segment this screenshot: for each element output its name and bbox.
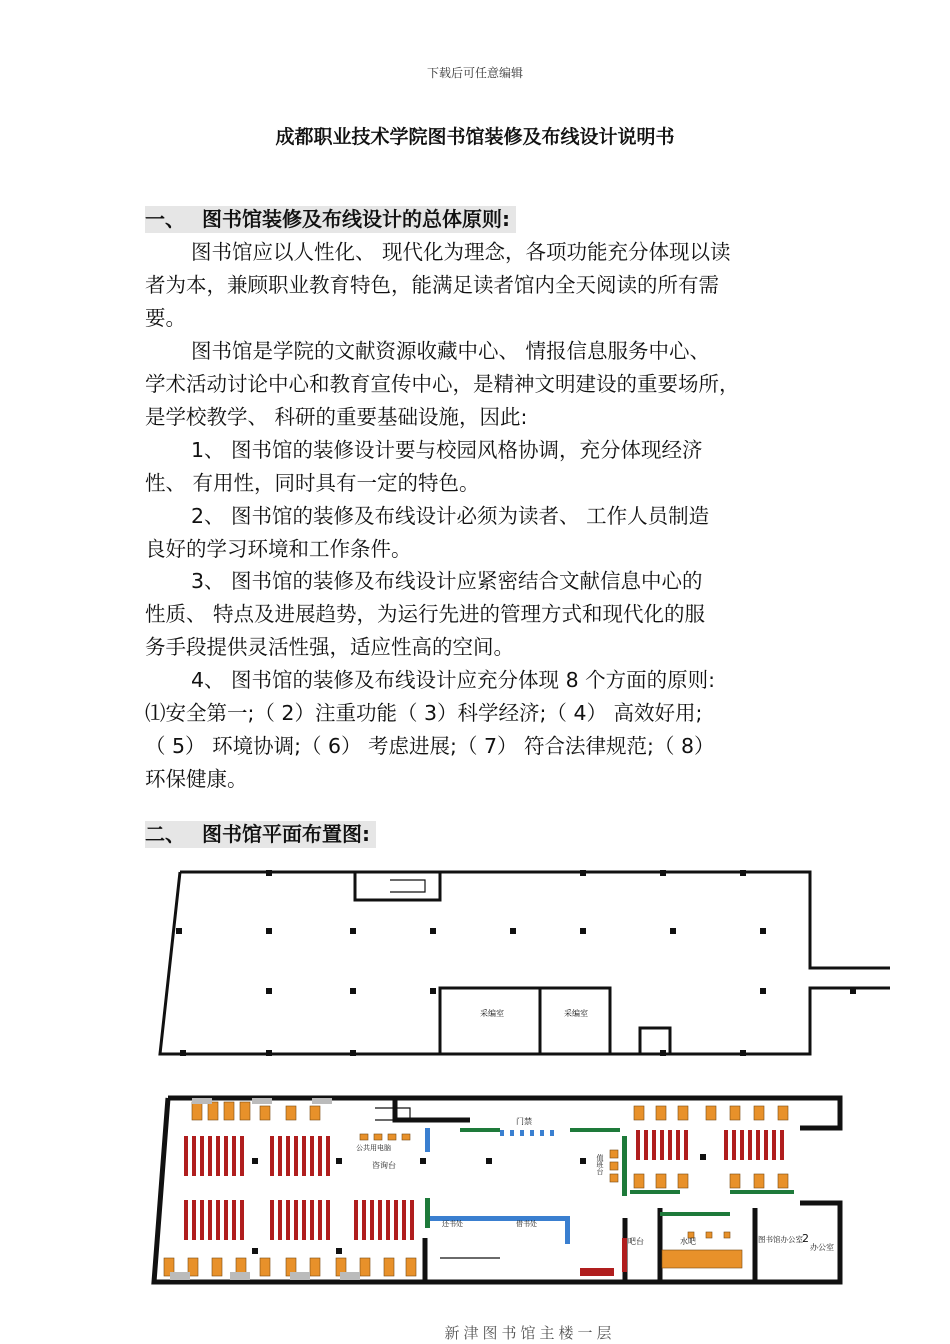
principle-item-line: 1、 图书馆的装修设计要与校园风格协调，充分体现经济 xyxy=(191,438,703,462)
label-public-pc: 公共用电脑 xyxy=(356,1144,391,1152)
paragraph-2-line: 图书馆是学院的文献资源收藏中心、 情报信息服务中心、 xyxy=(191,339,711,363)
principle-item-2 xyxy=(145,500,815,566)
principle-item-line: 3、 图书馆的装修及布线设计应紧密结合文献信息中心的 xyxy=(191,569,703,593)
principle-item-line: 性质、 特点及进展趋势，为运行先进的管理方式和现代化的服 xyxy=(145,602,706,626)
room-label-caibian-1: 采编室 xyxy=(480,1009,504,1018)
header-note: 下载后可任意编辑 xyxy=(426,66,523,80)
section-2-number: 二、 xyxy=(145,822,185,846)
principle-item-4 xyxy=(145,664,815,796)
label-borrow-desk: 借书处 xyxy=(516,1220,537,1228)
principle-item-line: 务手段提供灵活性强，适应性高的空间。 xyxy=(145,635,514,659)
section-2-heading xyxy=(145,821,376,848)
label-office-2-number: 2 xyxy=(802,1232,809,1245)
paragraph-1-line: 要。 xyxy=(145,306,186,330)
section-2-title: 图书馆平面布置图: xyxy=(202,822,370,846)
label-return-desk: 还书处 xyxy=(442,1220,463,1228)
principle-item-line: 环保健康。 xyxy=(145,767,248,791)
room-label-caibian-2: 采编室 xyxy=(564,1009,588,1018)
label-water-bar: 水吧 xyxy=(680,1237,696,1246)
principle-item-line: 性、 有用性，同时具有一定的特色。 xyxy=(145,471,480,495)
principle-item-line: 良好的学习环境和工作条件。 xyxy=(145,537,412,561)
paragraph-2-line: 学术活动讨论中心和教育宣传中心，是精神文明建设的重要场所， xyxy=(145,372,740,396)
paragraph-1 xyxy=(145,236,815,335)
paragraph-2-line: 是学校教学、 科研的重要基础设施，因此: xyxy=(145,405,528,429)
label-office-2: 办公室 xyxy=(810,1243,834,1252)
grey-cabinets xyxy=(170,1098,360,1280)
floor-plan xyxy=(140,858,950,1298)
label-duty-desk: 值班台 xyxy=(596,1154,604,1175)
section-1-heading xyxy=(145,206,516,233)
document-title: 成都职业技术学院图书馆装修及布线设计说明书 xyxy=(275,126,675,148)
principle-item-line: 2、 图书馆的装修及布线设计必须为读者、 工作人员制造 xyxy=(191,504,710,528)
gate-barriers xyxy=(500,1130,554,1136)
upper-floor-fixtures xyxy=(390,880,425,892)
section-1-title: 图书馆装修及布线设计的总体原则: xyxy=(202,207,510,231)
section-1-number: 一、 xyxy=(145,207,185,231)
principle-item-line: （ 5） 环境协调;（ 6） 考虑进展;（ 7） 符合法律规范;（ 8） xyxy=(145,734,715,758)
label-ba-tai: 吧台 xyxy=(628,1237,644,1246)
label-lib-office-text: 图书馆办公室 xyxy=(758,1235,803,1244)
principle-item-line: ⑴安全第一;（ 2）注重功能（ 3）科学经济;（ 4） 高效好用; xyxy=(145,701,703,725)
label-lib-office xyxy=(758,1234,803,1244)
label-consult-desk: 咨询台 xyxy=(372,1161,396,1170)
paragraph-1-line: 图书馆应以人性化、 现代化为理念，各项功能充分体现以读 xyxy=(191,240,731,264)
paragraph-1-line: 者为本，兼顾职业教育特色，能满足读者馆内全天阅读的所有需 xyxy=(145,273,719,297)
paragraph-2 xyxy=(145,335,815,434)
principle-item-line: 4、 图书馆的装修及布线设计应充分体现 8 个方面的原则: xyxy=(191,668,716,692)
upper-floor-walls xyxy=(160,872,890,1054)
principle-item-1 xyxy=(145,434,815,500)
bookshelves-left xyxy=(184,1130,784,1240)
structural-columns xyxy=(176,870,856,1056)
label-menjin: 门禁 xyxy=(516,1117,532,1126)
floor-plan-caption: 新津图书馆主楼一层 xyxy=(444,1324,616,1342)
principle-item-3 xyxy=(145,565,815,664)
